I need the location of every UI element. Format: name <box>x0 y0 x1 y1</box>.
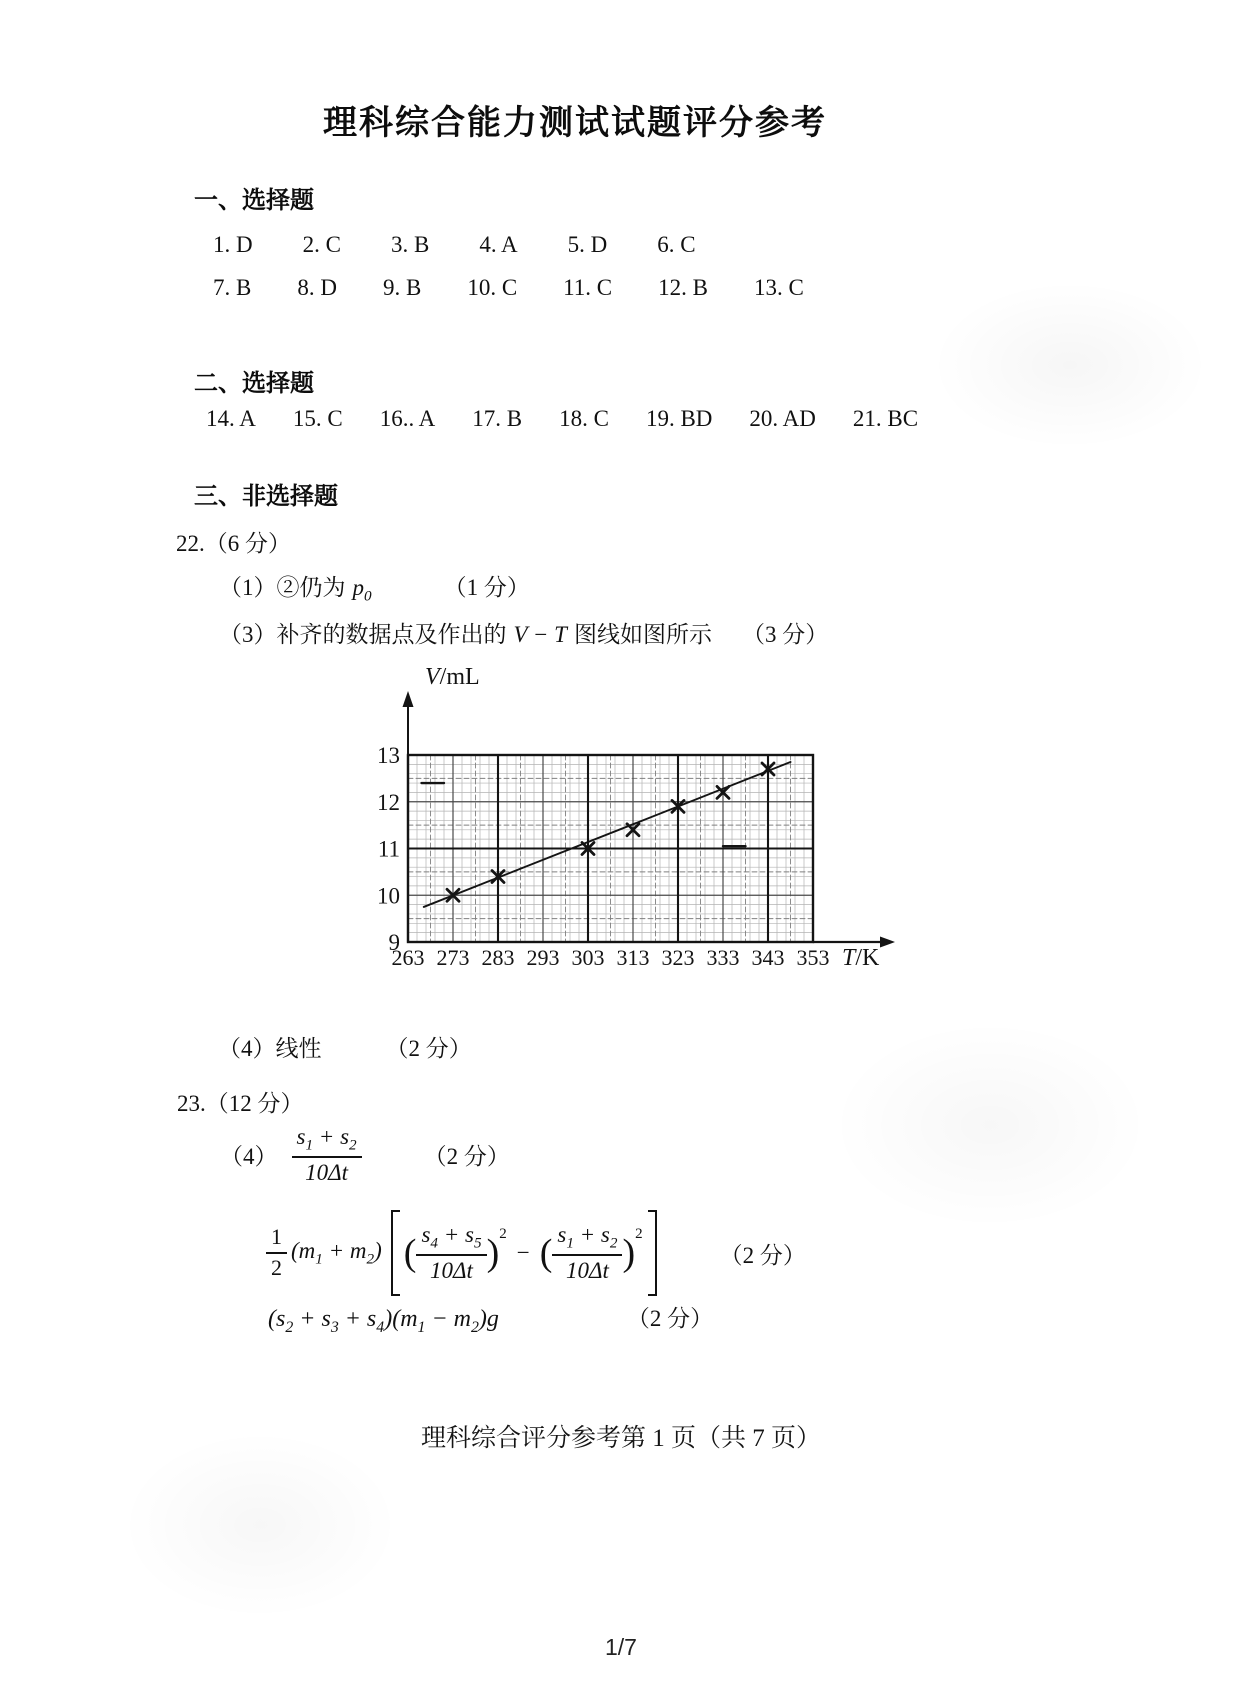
svg-text:11: 11 <box>377 836 400 862</box>
right-paren: ) <box>486 1232 500 1274</box>
answer-item: 12. B <box>658 275 708 300</box>
work-expression: $(s_2 + s_3 + s_4)(m_1 - m_2)g$ <box>268 1306 499 1336</box>
svg-text:323: 323 <box>661 945 695 970</box>
section-one-heading: 一、选择题 <box>194 187 314 214</box>
one-half-fraction <box>266 1225 287 1280</box>
answer-item: 7. B <box>213 275 252 300</box>
fraction <box>292 1124 362 1185</box>
q22-part1-text: （1）②仍为 <box>219 575 346 600</box>
q22-label: 22.（6 分） <box>176 531 291 556</box>
answer-item: 1. D <box>213 232 253 257</box>
answer-item: 17. B <box>472 406 523 431</box>
q22-part4-score: （2 分） <box>385 1036 472 1061</box>
fraction-denominator: 10Δt <box>565 1257 609 1283</box>
answer-item: 11. C <box>563 275 613 300</box>
answer-item: 20. AD <box>749 406 816 431</box>
fraction <box>416 1222 486 1283</box>
page-footer: 理科综合评分参考第 1 页（共 7 页） <box>420 1425 821 1452</box>
minus-sign: − <box>516 1240 530 1265</box>
answer-item: 4. A <box>479 232 518 257</box>
answer-item: 2. C <box>302 232 341 257</box>
q22-part3-text: （3）补齐的数据点及作出的 <box>219 622 507 647</box>
page-indicator: 1/7 <box>605 1634 637 1660</box>
svg-text:313: 313 <box>616 945 650 970</box>
svg-text:303: 303 <box>571 945 605 970</box>
answer-row-3 <box>206 406 918 432</box>
q23-formula-energy <box>266 1210 806 1296</box>
left-bracket <box>391 1210 400 1296</box>
mass-sum-term: $(m_1 + m_2)$ <box>291 1237 382 1268</box>
answer-item: 16.. A <box>379 406 436 431</box>
fraction-numerator: 1 <box>266 1225 287 1254</box>
answer-item: 6. C <box>657 232 696 257</box>
answer-item: 3. B <box>390 232 430 257</box>
q22-part1-line <box>219 569 530 606</box>
scan-noise <box>930 280 1210 450</box>
q22-part4-text: （4）线性 <box>218 1036 322 1061</box>
svg-text:9: 9 <box>388 930 400 955</box>
svg-text:10: 10 <box>377 883 400 909</box>
svg-text:293: 293 <box>526 945 560 970</box>
right-bracket <box>648 1210 657 1296</box>
svg-text:343: 343 <box>751 945 785 970</box>
q22-part1-score: （1 分） <box>443 575 530 600</box>
answer-item: 18. C <box>559 406 609 431</box>
vt-symbol: V − T <box>513 622 567 647</box>
section-three-heading: 三、非选择题 <box>194 483 338 510</box>
q23-part4-label: （4） <box>220 1144 278 1170</box>
svg-text:273: 273 <box>436 945 470 970</box>
vt-chart <box>345 646 925 991</box>
answer-item: 8. D <box>297 275 337 300</box>
q23-f3-score: （2 分） <box>626 1306 714 1331</box>
section-two-heading: 二、选择题 <box>194 370 314 397</box>
fraction-numerator: $s_1 + s_2$ <box>292 1124 362 1158</box>
q22-part3-text2: 图线如图所示 <box>573 622 712 647</box>
svg-text:353: 353 <box>796 945 830 970</box>
svg-text:V/mL: V/mL <box>425 664 480 690</box>
fraction-denominator: 10Δt <box>305 1159 348 1185</box>
q23-formula-work <box>268 1300 713 1337</box>
q22-part3-line <box>219 616 828 649</box>
scan-noise <box>120 1430 400 1620</box>
answer-item: 10. C <box>467 275 518 300</box>
answer-item: 21. BC <box>852 406 919 431</box>
fraction-numerator: $s_4 + s_5$ <box>416 1222 486 1256</box>
q23-f2-score: （2 分） <box>719 1242 806 1268</box>
answer-item: 13. C <box>754 275 804 300</box>
q22-part4-line <box>218 1030 472 1063</box>
answer-row-2 <box>213 275 804 301</box>
exponent: 2 <box>635 1226 643 1242</box>
fraction <box>552 1222 622 1283</box>
answer-item: 9. B <box>382 275 422 300</box>
answer-item: 5. D <box>567 232 608 257</box>
scan-noise <box>830 1020 1150 1230</box>
svg-text:283: 283 <box>481 945 515 970</box>
answer-row-1 <box>213 232 696 258</box>
q23-label: 23.（12 分） <box>177 1091 304 1116</box>
answer-item: 14. A <box>206 406 256 431</box>
answer-item: 19. BD <box>645 406 713 431</box>
vt-chart-svg <box>345 646 925 991</box>
svg-text:13: 13 <box>377 743 400 768</box>
right-paren: ) <box>622 1232 636 1274</box>
q23-formula-velocity <box>220 1124 510 1185</box>
left-paren: ( <box>539 1232 553 1274</box>
left-paren: ( <box>403 1232 417 1274</box>
fraction-numerator: $s_1 + s_2$ <box>552 1222 622 1256</box>
fraction-denominator: 2 <box>271 1255 282 1280</box>
q22-part1-symbol: $p_0$ <box>352 575 372 605</box>
svg-text:263: 263 <box>391 945 425 970</box>
exponent: 2 <box>499 1226 507 1242</box>
page-title: 理科综合能力测试试题评分参考 <box>323 104 827 142</box>
svg-text:333: 333 <box>706 945 740 970</box>
svg-text:12: 12 <box>377 789 400 815</box>
answer-item: 15. C <box>292 406 343 431</box>
svg-text:T/K: T/K <box>842 945 880 971</box>
q22-part3-score: （3 分） <box>741 622 829 647</box>
q23-f1-score: （2 分） <box>423 1144 510 1170</box>
fraction-denominator: 10Δt <box>430 1257 473 1283</box>
